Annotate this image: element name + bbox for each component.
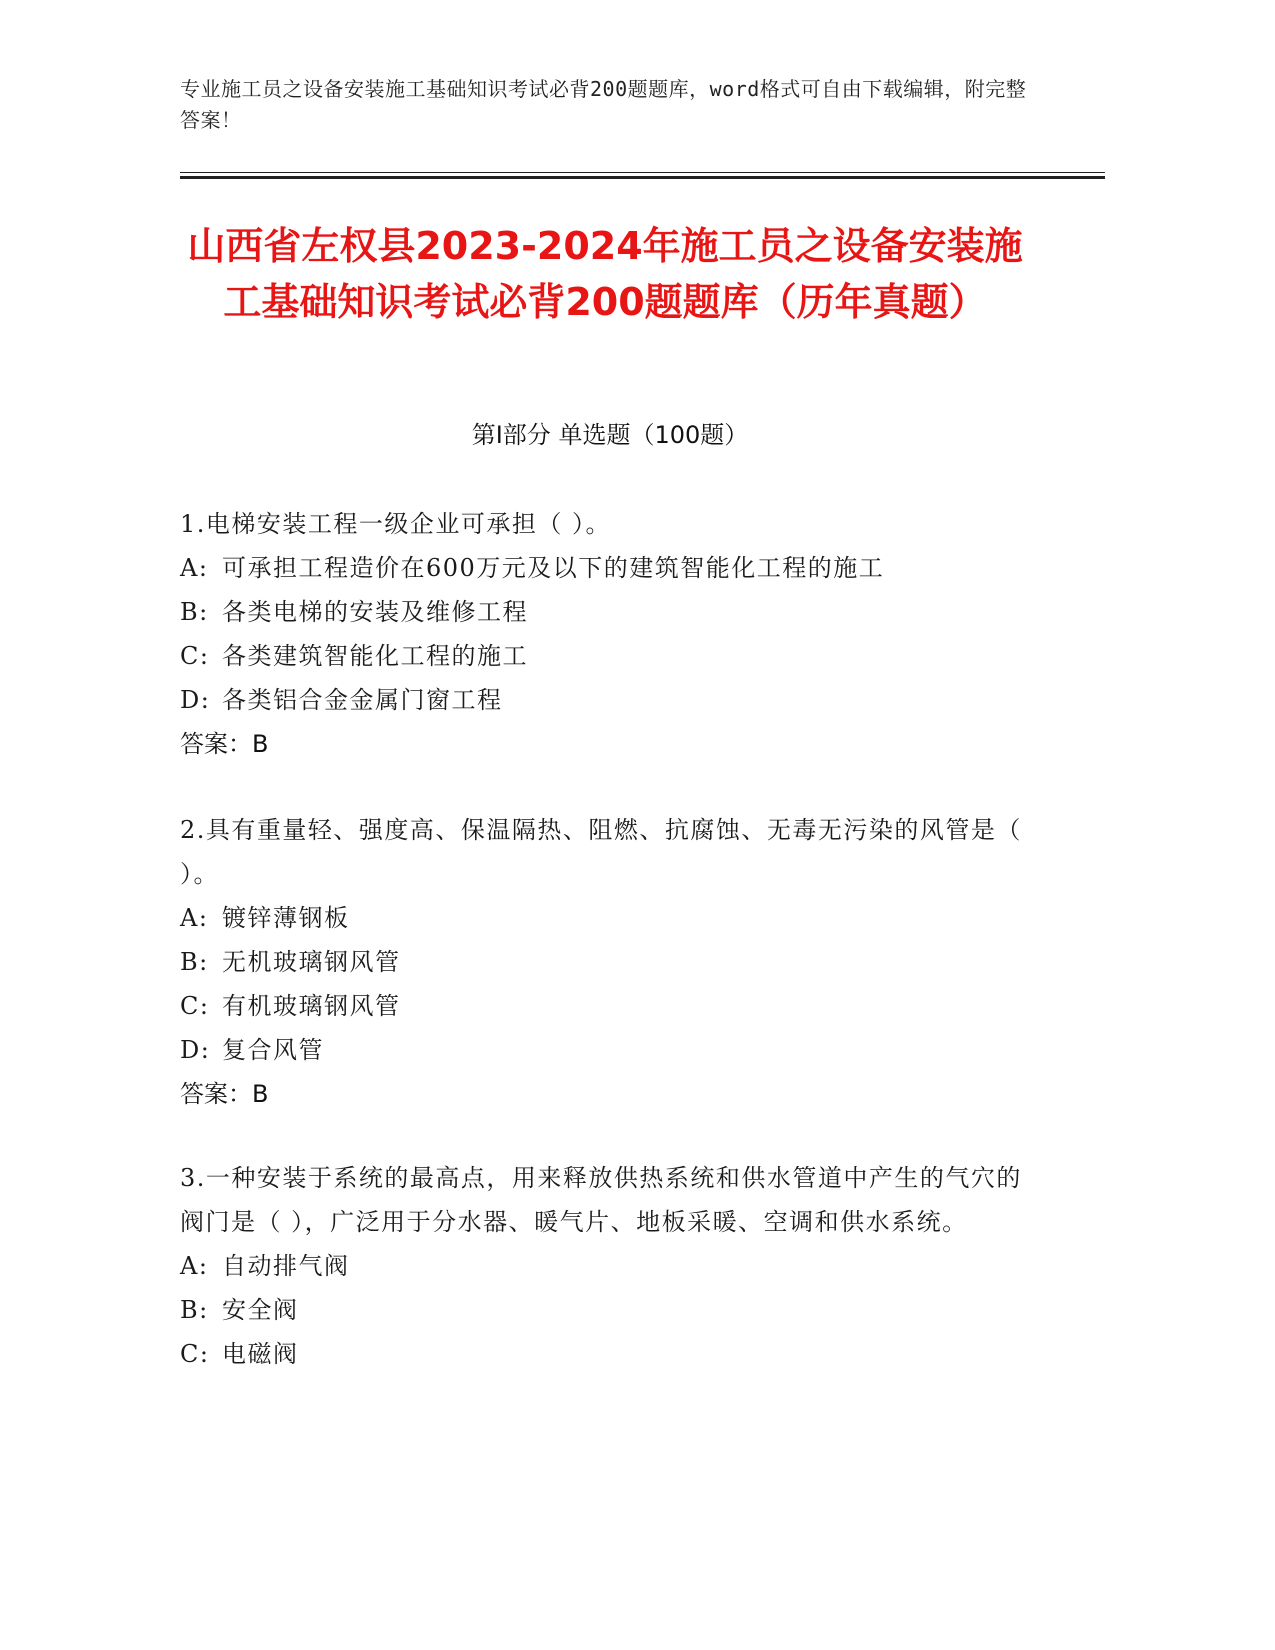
document-title: 山西省左权县2023-2024年施工员之设备安装施工基础知识考试必背200题题库（历年真题） [187, 224, 1023, 324]
header-divider-thin [180, 172, 1105, 173]
option-b [180, 940, 1040, 984]
option-text: 复合风管 [222, 1036, 324, 1064]
option-letter: B: [180, 948, 209, 976]
section-heading: 第I部分 单选题（100题） [471, 421, 749, 449]
option-letter: C: [180, 992, 210, 1020]
question-stem: 1.电梯安装工程一级企业可承担（ ）。 [180, 510, 612, 538]
option-c [180, 1332, 1040, 1376]
option-a [180, 896, 1040, 940]
option-letter: D: [180, 1036, 211, 1064]
question-1 [180, 502, 1040, 766]
option-letter: C: [180, 642, 210, 670]
option-b [180, 1288, 1040, 1332]
option-text: 有机玻璃钢风管 [222, 992, 401, 1020]
option-a [180, 1244, 1040, 1288]
question-stem: 3.一种安装于系统的最高点，用来释放供热系统和供水管道中产生的气穴的阀门是（ ），广泛用于分水器、暖气片、地板采暖、空调和供水系统。 [180, 1164, 1022, 1236]
option-letter: A: [180, 554, 209, 582]
option-c [180, 634, 1040, 678]
option-letter: A: [180, 904, 209, 932]
header-note: 专业施工员之设备安装施工基础知识考试必背200题题库，word格式可自由下载编辑，附完整答案！ [180, 77, 1027, 132]
answer: 答案：B [180, 730, 269, 758]
option-a [180, 546, 1040, 590]
option-letter: A: [180, 1252, 209, 1280]
option-text: 电磁阀 [222, 1340, 299, 1368]
option-d [180, 678, 1040, 722]
option-text: 各类铝合金金属门窗工程 [222, 686, 503, 714]
answer: 答案：B [180, 1080, 269, 1108]
option-text: 安全阀 [222, 1296, 299, 1324]
option-text: 各类电梯的安装及维修工程 [222, 598, 528, 626]
option-b [180, 590, 1040, 634]
question-3 [180, 1156, 1040, 1376]
header-divider-thick [180, 176, 1105, 179]
question-stem: 2.具有重量轻、强度高、保温隔热、阻燃、抗腐蚀、无毒无污染的风管是（ ）。 [180, 816, 1022, 888]
option-letter: B: [180, 598, 209, 626]
option-letter: B: [180, 1296, 209, 1324]
option-text: 无机玻璃钢风管 [222, 948, 401, 976]
option-text: 镀锌薄钢板 [222, 904, 350, 932]
question-2 [180, 808, 1040, 1116]
option-letter: C: [180, 1340, 210, 1368]
option-letter: D: [180, 686, 211, 714]
option-text: 可承担工程造价在600万元及以下的建筑智能化工程的施工 [222, 554, 885, 582]
option-d [180, 1028, 1040, 1072]
option-text: 自动排气阀 [222, 1252, 350, 1280]
option-text: 各类建筑智能化工程的施工 [222, 642, 528, 670]
option-c [180, 984, 1040, 1028]
